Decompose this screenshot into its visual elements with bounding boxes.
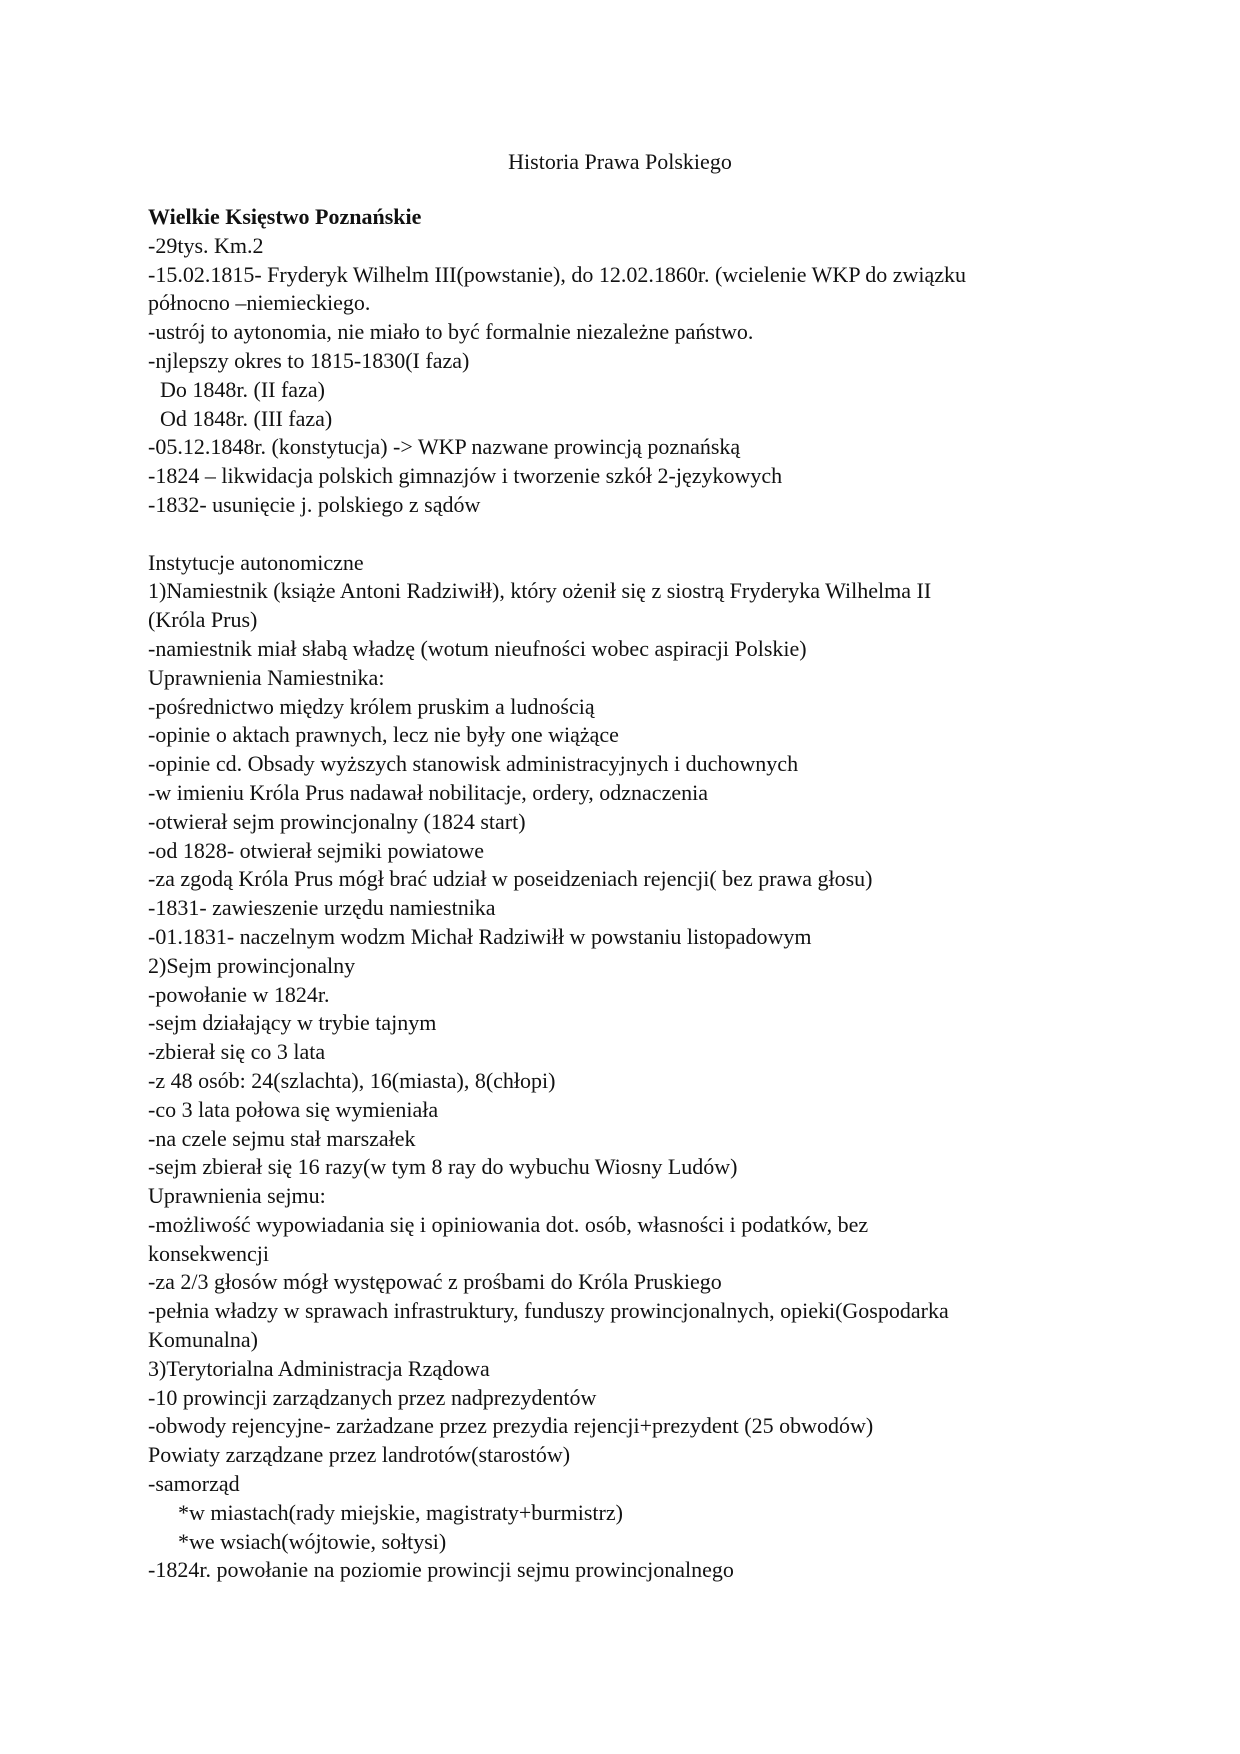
- text-line: -05.12.1848r. (konstytucja) -> WKP nazwane prowincją poznańską: [148, 434, 741, 460]
- text-line: -opinie cd. Obsady wyższych stanowisk administracyjnych i duchownych: [148, 751, 799, 777]
- document-body: [148, 203, 1108, 1585]
- text-line: -njlepszy okres to 1815-1830(I faza): [148, 347, 470, 373]
- text-line: konsekwencji: [148, 1240, 269, 1266]
- text-line: -za zgodą Króla Prus mógł brać udział w poseidzeniach rejencji( bez prawa głosu): [148, 866, 873, 892]
- text-line: Od 1848r. (III faza): [160, 405, 333, 431]
- blank-line: [148, 520, 1108, 549]
- text-line: -możliwość wypowiadania się i opiniowania dot. osób, własności i podatków, bez: [148, 1211, 869, 1237]
- text-line: -powołanie w 1824r.: [148, 981, 330, 1007]
- text-line: *w miastach(rady miejskie, magistraty+burmistrz): [178, 1499, 623, 1525]
- text-line: -w imieniu Króla Prus nadawał nobilitacje, ordery, odznaczenia: [148, 779, 708, 805]
- text-line: -namiestnik miał słabą władzę (wotum nieufności wobec aspiracji Polskie): [148, 635, 807, 661]
- text-line: -opinie o aktach prawnych, lecz nie były one wiążące: [148, 722, 619, 748]
- text-line: -sejm zbierał się 16 razy(w tym 8 ray do wybuchu Wiosny Ludów): [148, 1154, 738, 1180]
- text-line: -10 prowincji zarządzanych przez nadprezydentów: [148, 1384, 597, 1410]
- text-line: -za 2/3 głosów mógł występować z prośbami do Króla Pruskiego: [148, 1269, 722, 1295]
- text-line: -1832- usunięcie j. polskiego z sądów: [148, 491, 481, 517]
- text-line: -29tys. Km.2: [148, 232, 264, 258]
- text-line: Uprawnienia sejmu:: [148, 1183, 326, 1209]
- text-line: Powiaty zarządzane przez landrotów(starostów): [148, 1442, 571, 1468]
- text-line: -1831- zawieszenie urzędu namiestnika: [148, 895, 496, 921]
- text-line: -pośrednictwo między królem pruskim a ludnością: [148, 693, 595, 719]
- text-line: -1824r. powołanie na poziomie prowincji sejmu prowincjonalnego: [148, 1557, 734, 1583]
- text-line: -na czele sejmu stał marszałek: [148, 1125, 416, 1151]
- text-line: północno –niemieckiego.: [148, 290, 371, 316]
- text-line: -obwody rejencyjne- zarżadzane przez prezydia rejencji+prezydent (25 obwodów): [148, 1413, 874, 1439]
- text-line: (Króla Prus): [148, 607, 258, 633]
- text-line: Do 1848r. (II faza): [160, 376, 325, 402]
- text-line: -z 48 osób: 24(szlachta), 16(miasta), 8(chłopi): [148, 1067, 556, 1093]
- text-line: *we wsiach(wójtowie, sołtysi): [178, 1528, 447, 1554]
- text-line: -01.1831- naczelnym wodzm Michał Radziwiłł w powstaniu listopadowym: [148, 923, 812, 949]
- text-line: -od 1828- otwierał sejmiki powiatowe: [148, 837, 485, 863]
- text-line: 1)Namiestnik (książe Antoni Radziwiłł), który ożenił się z siostrą Fryderyka Wilhelma II: [148, 578, 932, 604]
- text-line: -zbierał się co 3 lata: [148, 1039, 326, 1065]
- text-line: -sejm działający w trybie tajnym: [148, 1010, 437, 1036]
- text-line: -otwierał sejm prowincjonalny (1824 start): [148, 808, 526, 834]
- text-line: -ustrój to aytonomia, nie miało to być formalnie niezależne państwo.: [148, 319, 754, 345]
- text-line: Komunalna): [148, 1327, 258, 1353]
- text-line: Instytucje autonomiczne: [148, 549, 364, 575]
- page-title: Historia Prawa Polskiego: [508, 149, 732, 174]
- text-line: -co 3 lata połowa się wymieniała: [148, 1096, 439, 1122]
- text-line: Uprawnienia Namiestnika:: [148, 664, 385, 690]
- text-line: -1824 – likwidacja polskich gimnazjów i tworzenie szkół 2-językowych: [148, 463, 783, 489]
- text-line: Wielkie Księstwo Poznańskie: [148, 204, 422, 229]
- text-line: -pełnia władzy w sprawach infrastruktury, funduszy prowincjonalnych, opieki(Gospodarka: [148, 1298, 949, 1324]
- text-line: 3)Terytorialna Administracja Rządowa: [148, 1355, 490, 1381]
- text-line: -samorząd: [148, 1471, 240, 1497]
- text-line: 2)Sejm prowincjonalny: [148, 952, 356, 978]
- text-line: -15.02.1815- Fryderyk Wilhelm III(powstanie), do 12.02.1860r. (wcielenie WKP do związku: [148, 261, 967, 287]
